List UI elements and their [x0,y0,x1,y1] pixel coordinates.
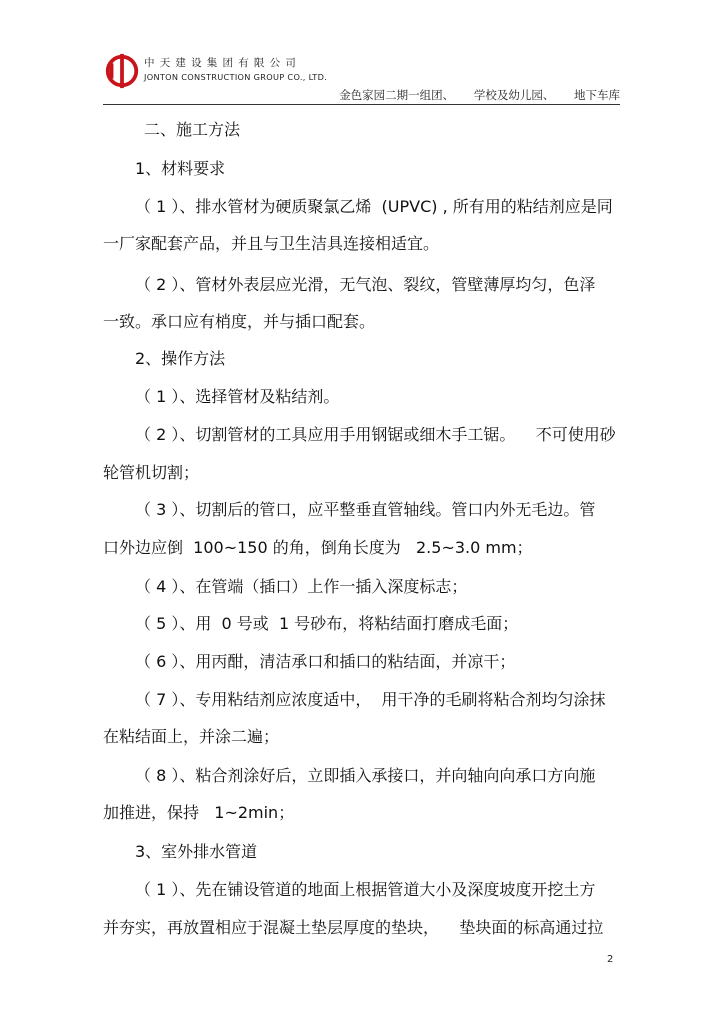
zhongtian-logo-icon [103,52,141,90]
paragraph-line: 加推进，保持 1~2min； [103,803,295,822]
project-title: 金色家园二期一组团、 学校及幼儿园、 地下车库 [339,88,620,102]
paragraph-line: 轮管机切割； [103,463,200,482]
paragraph-line: （ 1 ）、排水管材为硬质聚氯乙烯 (UPVC) , 所有用的粘结剂应是同 [135,197,613,216]
page-number: 2 [607,954,614,965]
paragraph-line: 口外边应倒 100~150 的角，倒角长度为 2.5~3.0 mm； [103,538,533,557]
paragraph-line: （ 4 ）、在管端（插口）上作一插入深度标志； [135,577,468,596]
paragraph-line: 并夯实，再放置相应于混凝土垫层厚度的垫块， 垫块面的标高通过拉 [103,918,604,937]
header-divider [103,104,620,105]
subheading-outdoor-drainage: 3、室外排水管道 [135,842,258,861]
paragraph-line: （ 6 ）、用丙酣，清洁承口和插口的粘结面，并凉干； [135,652,516,671]
section-title: 二、施工方法 [144,120,241,139]
paragraph-line: （ 8 ）、粘合剂涂好后，立即插入承接口，并向轴向向承口方向施 [135,766,596,785]
subheading-materials: 1、材料要求 [135,159,226,178]
paragraph-line: （ 2 ）、切割管材的工具应用手用钢锯或细木手工锯。 不可使用砂 [135,425,616,444]
paragraph-line: （ 3 ）、切割后的管口，应平整垂直管轴线。管口内外无毛边。管 [135,500,596,519]
paragraph-line: 在粘结面上，并涂二遍； [103,727,280,746]
paragraph-line: （ 1 ）、先在铺设管道的地面上根据管道大小及深度坡度开挖土方 [135,880,596,899]
paragraph-line: （ 5 ）、用 0 号或 1 号砂布，将粘结面打磨成毛面； [135,614,519,633]
paragraph-line: 一致。承口应有梢度，并与插口配套。 [103,312,376,331]
subheading-procedure: 2、操作方法 [135,349,226,368]
paragraph-line: （ 7 ）、专用粘结剂应浓度适中， 用干净的毛刷将粘合剂均匀涂抹 [135,690,606,709]
paragraph-line: （ 2 ）、管材外表层应光滑，无气泡、裂纹，管壁薄厚均匀，色泽 [135,275,596,294]
paragraph-line: （ 1 ）、选择管材及粘结剂。 [135,387,340,406]
company-name-cn: 中天建设集团有限公司 [144,57,301,69]
paragraph-line: 一厂家配套产品，并且与卫生洁具连接相适宜。 [103,234,440,253]
company-name-en: JONTON CONSTRUCTION GROUP CO., LTD. [144,72,328,82]
